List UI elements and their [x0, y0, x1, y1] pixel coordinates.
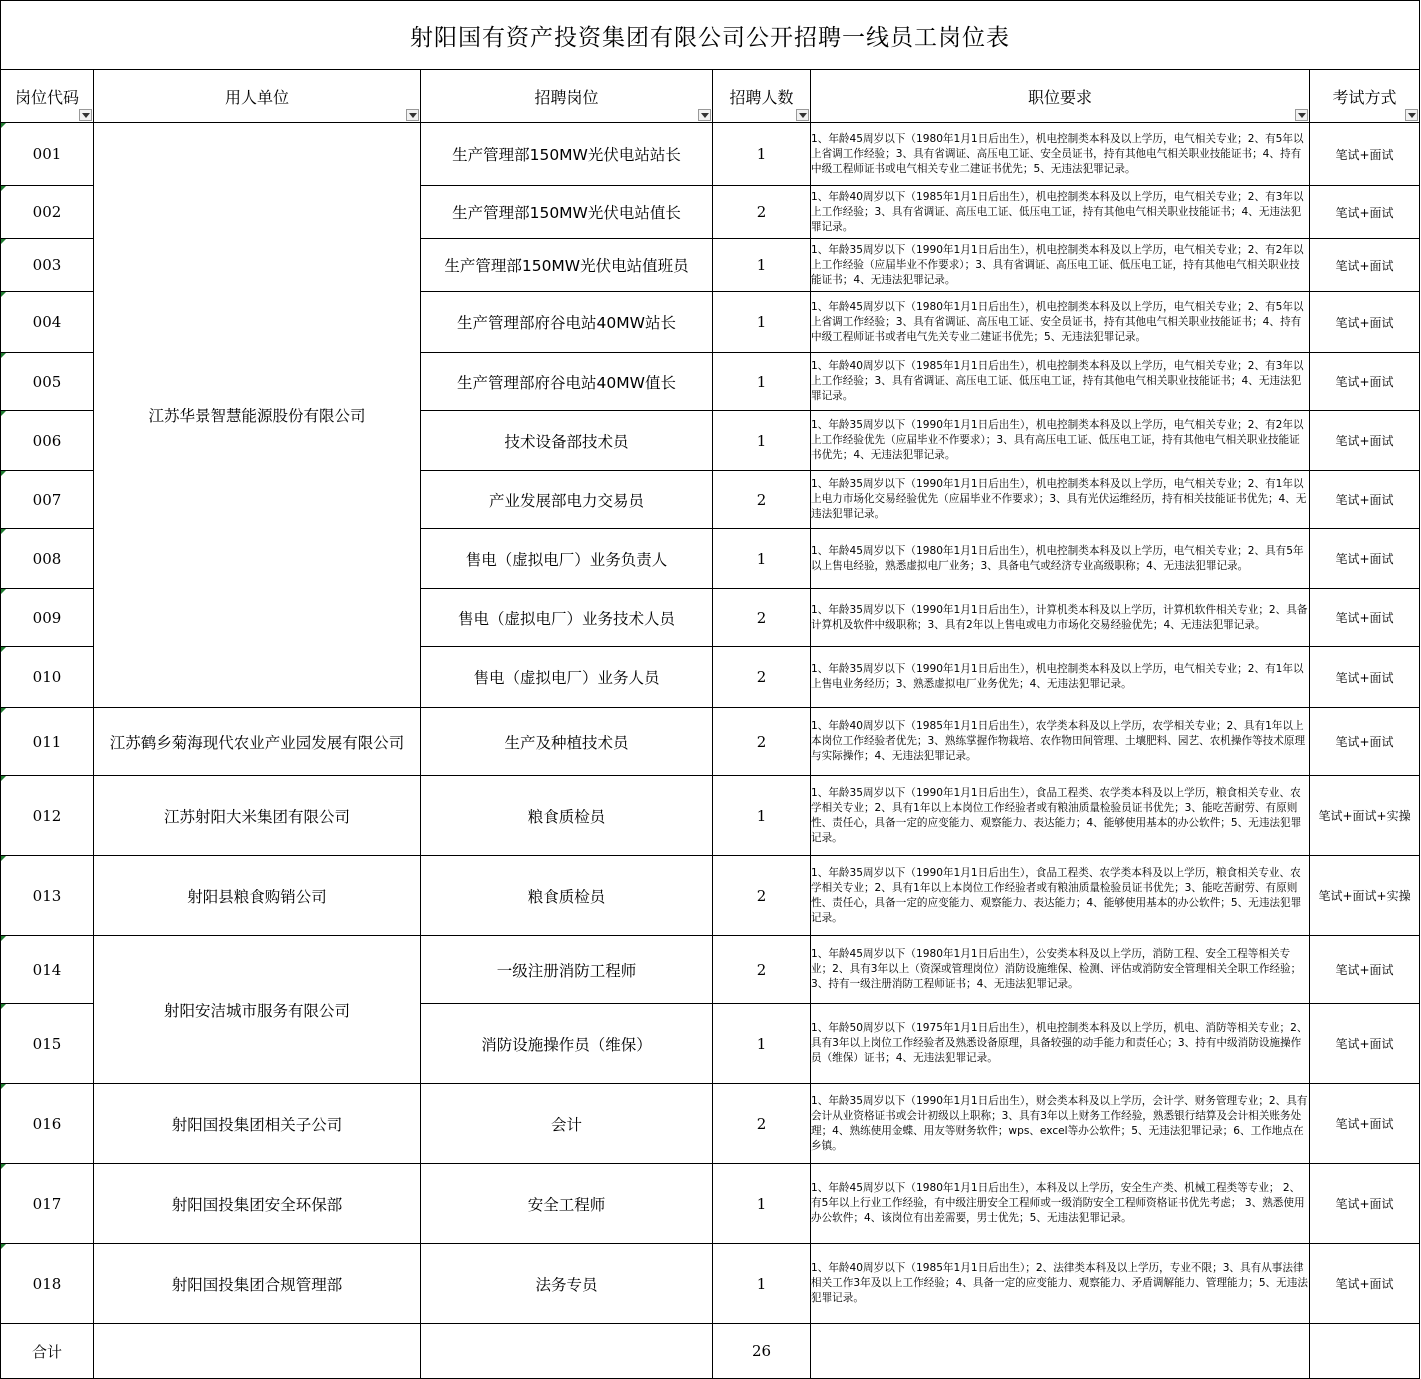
cell-requirement[interactable]: 1、年龄45周岁以下（1980年1月1日后出生），机电控制类本科及以上学历，电气相关专业；2、有5年以上省调工作经验；3、具有省调证、高压电工证、安全员证书，持有其他电气相关职业技能证书；4、持有中级工程师证书或电气相关专业二建证书优先；5、无违法犯罪记录。 [811, 123, 1310, 186]
cell-requirement[interactable]: 1、年龄45周岁以下（1980年1月1日后出生），机电控制类本科及以上学历，电气相关专业；2、具有5年以上售电经验，熟悉虚拟电厂业务；3、具备电气或经济专业高级职称；4、无违法犯罪记录。 [811, 529, 1310, 589]
cell-position[interactable]: 法务专员 [421, 1244, 713, 1324]
cell-count[interactable]: 2 [713, 647, 811, 708]
cell-position[interactable]: 粮食质检员 [421, 856, 713, 936]
cell-requirement[interactable]: 1、年龄35周岁以下（1990年1月1日后出生），机电控制类本科及以上学历，电气相关专业；2、有2年以上工作经验（应届毕业不作要求）；3、具有省调证、高压电工证、低压电工证，持有其他电气相关职业技能证书；4、无违法犯罪记录。 [811, 239, 1310, 292]
cell-count[interactable]: 2 [713, 471, 811, 529]
cell-code[interactable]: 006 [1, 411, 94, 471]
cell-position[interactable]: 生产管理部150MW光伏电站值班员 [421, 239, 713, 292]
cell-requirement[interactable]: 1、年龄50周岁以下（1975年1月1日后出生），机电控制类本科及以上学历，机电、消防等相关专业；2、具有3年以上岗位工作经验者及熟悉设备原理，具备较强的动手能力和责任心；3、持有中级消防设施操作员（维保）证书；4、无违法犯罪记录。 [811, 1004, 1310, 1084]
cell-unit[interactable]: 江苏华景智慧能源股份有限公司 [94, 123, 421, 708]
cell-requirement[interactable]: 1、年龄35周岁以下（1990年1月1日后出生），财会类本科及以上学历，会计学、财务管理专业；2、具有会计从业资格证书或会计初级以上职称；3、具有3年以上财务工作经验，熟悉银行结算及会计相关账务处理；4、熟练使用金蝶、用友等财务软件；wps、excel等办公软件；5、无违法犯罪记录；6、工作地点在乡镇。 [811, 1084, 1310, 1164]
cell-requirement[interactable]: 1、年龄40周岁以下（1985年1月1日后出生），农学类本科及以上学历，农学相关专业；2、具有1年以上本岗位工作经验者优先；3、熟练掌握作物栽培、农作物田间管理、土壤肥料、园艺、农机操作等技术原理与实际操作；4、无违法犯罪记录。 [811, 708, 1310, 776]
comment-marker-icon [1, 186, 6, 191]
cell-code[interactable]: 003 [1, 239, 94, 292]
cell-count[interactable]: 1 [713, 123, 811, 186]
cell-count[interactable]: 1 [713, 1244, 811, 1324]
cell-count[interactable]: 1 [713, 292, 811, 353]
cell-position[interactable]: 一级注册消防工程师 [421, 936, 713, 1004]
cell-exam[interactable]: 笔试+面试 [1310, 647, 1420, 708]
cell-requirement[interactable]: 1、年龄40周岁以下（1985年1月1日后出生）；2、法律类本科及以上学历，专业不限；3、具有从事法律相关工作3年及以上工作经验；4、具备一定的应变能力、观察能力、矛盾调解能力、管理能力；5、无违法犯罪记录。 [811, 1244, 1310, 1324]
cell-position[interactable]: 生产管理部150MW光伏电站站长 [421, 123, 713, 186]
cell-position[interactable]: 产业发展部电力交易员 [421, 471, 713, 529]
cell-exam[interactable]: 笔试+面试 [1310, 936, 1420, 1004]
cell-requirement[interactable]: 1、年龄35周岁以下（1990年1月1日后出生），食品工程类、农学类本科及以上学历，粮食相关专业、农学相关专业；2、具有1年以上本岗位工作经验者或有粮油质量检验员证书优先；3、能吃苦耐劳、有原则性、责任心，具备一定的应变能力、观察能力、表达能力；4、能够使用基本的办公软件；5、无违法犯罪记录。 [811, 776, 1310, 856]
col-header-unit[interactable]: 用人单位 [94, 70, 421, 123]
cell-requirement[interactable]: 1、年龄40周岁以下（1985年1月1日后出生），机电控制类本科及以上学历，电气相关专业；2、有3年以上工作经验；3、具有省调证、高压电工证、低压电工证，持有其他电气相关职业技能证书；4、无违法犯罪记录。 [811, 186, 1310, 239]
cell-code[interactable]: 014 [1, 936, 94, 1004]
cell-exam[interactable]: 笔试+面试 [1310, 1244, 1420, 1324]
filter-dropdown-icon[interactable] [1405, 109, 1418, 121]
filter-dropdown-icon[interactable] [698, 109, 711, 121]
cell-count[interactable]: 2 [713, 589, 811, 647]
cell-exam[interactable]: 笔试+面试 [1310, 529, 1420, 589]
cell-code[interactable]: 008 [1, 529, 94, 589]
comment-marker-icon [1, 589, 6, 594]
comment-marker-icon [1, 1084, 6, 1089]
comment-marker-icon [1, 529, 6, 534]
comment-marker-icon [1, 856, 6, 861]
table-row [1, 1084, 1420, 1164]
cell-exam[interactable]: 笔试+面试 [1310, 353, 1420, 411]
filter-dropdown-icon[interactable] [406, 109, 419, 121]
table-row [1, 123, 1420, 186]
cell-unit[interactable]: 射阳国投集团安全环保部 [94, 1164, 421, 1244]
col-header-code[interactable]: 岗位代码 [1, 70, 94, 123]
cell-requirement[interactable]: 1、年龄35周岁以下（1990年1月1日后出生），机电控制类本科及以上学历，电气相关专业；2、有2年以上工作经验优先（应届毕业不作要求）；3、具有高压电工证、低压电工证，持有其他电气相关职业技能证书优先；4、无违法犯罪记录。 [811, 411, 1310, 471]
comment-marker-icon [1, 123, 6, 128]
cell-count[interactable]: 2 [713, 186, 811, 239]
cell-exam[interactable]: 笔试+面试 [1310, 589, 1420, 647]
cell-code[interactable]: 012 [1, 776, 94, 856]
cell-exam[interactable]: 笔试+面试+实操 [1310, 776, 1420, 856]
table-row [1, 1164, 1420, 1244]
cell-position[interactable]: 会计 [421, 1084, 713, 1164]
cell-empty[interactable] [421, 1324, 713, 1379]
cell-empty[interactable] [811, 1324, 1310, 1379]
cell-code[interactable]: 015 [1, 1004, 94, 1084]
comment-marker-icon [1, 353, 6, 358]
cell-position[interactable]: 生产管理部150MW光伏电站值长 [421, 186, 713, 239]
cell-exam[interactable]: 笔试+面试 [1310, 708, 1420, 776]
cell-code[interactable]: 017 [1, 1164, 94, 1244]
table-row [1, 776, 1420, 856]
cell-requirement[interactable]: 1、年龄45周岁以下（1980年1月1日后出生），公安类本科及以上学历，消防工程、安全工程等相关专业；2、具有3年以上（资深或管理岗位）消防设施维保、检测、评估或消防安全管理相关全职工作经验；3、持有一级注册消防工程师证书；4、无违法犯罪记录。 [811, 936, 1310, 1004]
cell-requirement[interactable]: 1、年龄35周岁以下（1990年1月1日后出生），机电控制类本科及以上学历，电气相关专业；2、有1年以上电力市场化交易经验优先（应届毕业不作要求）；3、具有光伏运维经历，持有相关技能证书优先；4、无违法犯罪记录。 [811, 471, 1310, 529]
comment-marker-icon [1, 1244, 6, 1249]
cell-count[interactable]: 1 [713, 239, 811, 292]
cell-exam[interactable]: 笔试+面试 [1310, 239, 1420, 292]
col-header-position[interactable]: 招聘岗位 [421, 70, 713, 123]
cell-exam[interactable]: 笔试+面试 [1310, 1004, 1420, 1084]
cell-requirement[interactable]: 1、年龄45周岁以下（1980年1月1日后出生），机电控制类本科及以上学历，电气相关专业；2、有5年以上省调工作经验；3、具有省调证、高压电工证、安全员证书，持有其他电气相关职业技能证书；4、持有中级工程师证书或者电气先关专业二建证书优先；5、无违法犯罪记录。 [811, 292, 1310, 353]
table-row [1, 856, 1420, 936]
cell-code[interactable]: 016 [1, 1084, 94, 1164]
cell-count[interactable]: 1 [713, 411, 811, 471]
comment-marker-icon [1, 936, 6, 941]
cell-exam[interactable]: 笔试+面试 [1310, 1164, 1420, 1244]
cell-count[interactable]: 1 [713, 1164, 811, 1244]
table-row [1, 936, 1420, 1004]
cell-unit[interactable]: 射阳国投集团相关子公司 [94, 1084, 421, 1164]
comment-marker-icon [1, 1004, 6, 1009]
header-row [1, 70, 1420, 123]
cell-empty[interactable] [1310, 1324, 1420, 1379]
cell-position[interactable]: 粮食质检员 [421, 776, 713, 856]
page-title: 射阳国有资产投资集团有限公司公开招聘一线员工岗位表 [1, 1, 1420, 70]
comment-marker-icon [1, 471, 6, 476]
cell-count[interactable]: 2 [713, 936, 811, 1004]
comment-marker-icon [1, 292, 6, 297]
comment-marker-icon [1, 647, 6, 652]
total-row [1, 1324, 1420, 1379]
cell-requirement[interactable]: 1、年龄40周岁以下（1985年1月1日后出生），机电控制类本科及以上学历，电气相关专业；2、有3年以上工作经验；3、具有省调证、高压电工证、低压电工证，持有其他电气相关职业技能证书；4、无违法犯罪记录。 [811, 353, 1310, 411]
cell-code[interactable]: 002 [1, 186, 94, 239]
cell-position[interactable]: 售电（虚拟电厂）业务技术人员 [421, 589, 713, 647]
cell-code[interactable]: 001 [1, 123, 94, 186]
filter-dropdown-icon[interactable] [796, 109, 809, 121]
cell-unit[interactable]: 射阳安洁城市服务有限公司 [94, 936, 421, 1084]
cell-requirement[interactable]: 1、年龄45周岁以下（1980年1月1日后出生），本科及以上学历，安全生产类、机械工程类等专业； 2、有5年以上行业工作经验，有中级注册安全工程师或一级消防安全工程师资格证书优先考虑； 3、熟悉使用办公软件；4、该岗位有出差需要，男士优先；5、无违法犯罪记录。 [811, 1164, 1310, 1244]
cell-position[interactable]: 生产及种植技术员 [421, 708, 713, 776]
cell-code[interactable]: 009 [1, 589, 94, 647]
cell-count[interactable]: 1 [713, 776, 811, 856]
cell-unit[interactable]: 江苏射阳大米集团有限公司 [94, 776, 421, 856]
cell-position[interactable]: 售电（虚拟电厂）业务负责人 [421, 529, 713, 589]
cell-code[interactable]: 005 [1, 353, 94, 411]
cell-requirement[interactable]: 1、年龄35周岁以下（1990年1月1日后出生），机电控制类本科及以上学历，电气相关专业；2、有1年以上售电业务经历；3、熟悉虚拟电厂业务优先；4、无违法犯罪记录。 [811, 647, 1310, 708]
col-header-count[interactable]: 招聘人数 [713, 70, 811, 123]
cell-unit[interactable]: 江苏鹤乡菊海现代农业产业园发展有限公司 [94, 708, 421, 776]
cell-position[interactable]: 技术设备部技术员 [421, 411, 713, 471]
cell-code[interactable]: 018 [1, 1244, 94, 1324]
total-label[interactable]: 合计 [1, 1324, 94, 1379]
cell-exam[interactable]: 笔试+面试 [1310, 186, 1420, 239]
filter-dropdown-icon[interactable] [1295, 109, 1308, 121]
comment-marker-icon [1, 411, 6, 416]
total-count[interactable]: 26 [713, 1324, 811, 1379]
cell-requirement[interactable]: 1、年龄35周岁以下（1990年1月1日后出生），食品工程类、农学类本科及以上学历，粮食相关专业、农学相关专业；2、具有1年以上本岗位工作经验者或有粮油质量检验员证书优先；3、能吃苦耐劳、有原则性、责任心，具备一定的应变能力、观察能力、表达能力；4、能够使用基本的办公软件；5、无违法犯罪记录。 [811, 856, 1310, 936]
cell-code[interactable]: 004 [1, 292, 94, 353]
cell-exam[interactable]: 笔试+面试 [1310, 292, 1420, 353]
col-header-exam[interactable]: 考试方式 [1310, 70, 1420, 123]
cell-position[interactable]: 生产管理部府谷电站40MW值长 [421, 353, 713, 411]
cell-requirement[interactable]: 1、年龄35周岁以下（1990年1月1日后出生），计算机类本科及以上学历，计算机软件相关专业；2、具备计算机及软件中级职称；3、具有2年以上售电或电力市场化交易经验优先；4、无违法犯罪记录。 [811, 589, 1310, 647]
comment-marker-icon [1, 1164, 6, 1169]
cell-exam[interactable]: 笔试+面试 [1310, 123, 1420, 186]
cell-empty[interactable] [94, 1324, 421, 1379]
cell-exam[interactable]: 笔试+面试+实操 [1310, 856, 1420, 936]
cell-position[interactable]: 安全工程师 [421, 1164, 713, 1244]
cell-count[interactable]: 1 [713, 353, 811, 411]
cell-code[interactable]: 010 [1, 647, 94, 708]
comment-marker-icon [1, 708, 6, 713]
cell-count[interactable]: 1 [713, 1004, 811, 1084]
cell-code[interactable]: 013 [1, 856, 94, 936]
cell-unit[interactable]: 射阳县粮食购销公司 [94, 856, 421, 936]
cell-count[interactable]: 2 [713, 856, 811, 936]
cell-exam[interactable]: 笔试+面试 [1310, 471, 1420, 529]
cell-exam[interactable]: 笔试+面试 [1310, 1084, 1420, 1164]
cell-position[interactable]: 生产管理部府谷电站40MW站长 [421, 292, 713, 353]
table-row [1, 708, 1420, 776]
cell-count[interactable]: 1 [713, 529, 811, 589]
comment-marker-icon [1, 239, 6, 244]
cell-count[interactable]: 2 [713, 1084, 811, 1164]
cell-unit[interactable]: 射阳国投集团合规管理部 [94, 1244, 421, 1324]
comment-marker-icon [1, 776, 6, 781]
cell-code[interactable]: 011 [1, 708, 94, 776]
table-row [1, 1244, 1420, 1324]
cell-position[interactable]: 售电（虚拟电厂）业务人员 [421, 647, 713, 708]
filter-dropdown-icon[interactable] [79, 109, 92, 121]
cell-count[interactable]: 2 [713, 708, 811, 776]
cell-exam[interactable]: 笔试+面试 [1310, 411, 1420, 471]
cell-code[interactable]: 007 [1, 471, 94, 529]
cell-position[interactable]: 消防设施操作员（维保） [421, 1004, 713, 1084]
col-header-requirement[interactable]: 职位要求 [811, 70, 1310, 123]
